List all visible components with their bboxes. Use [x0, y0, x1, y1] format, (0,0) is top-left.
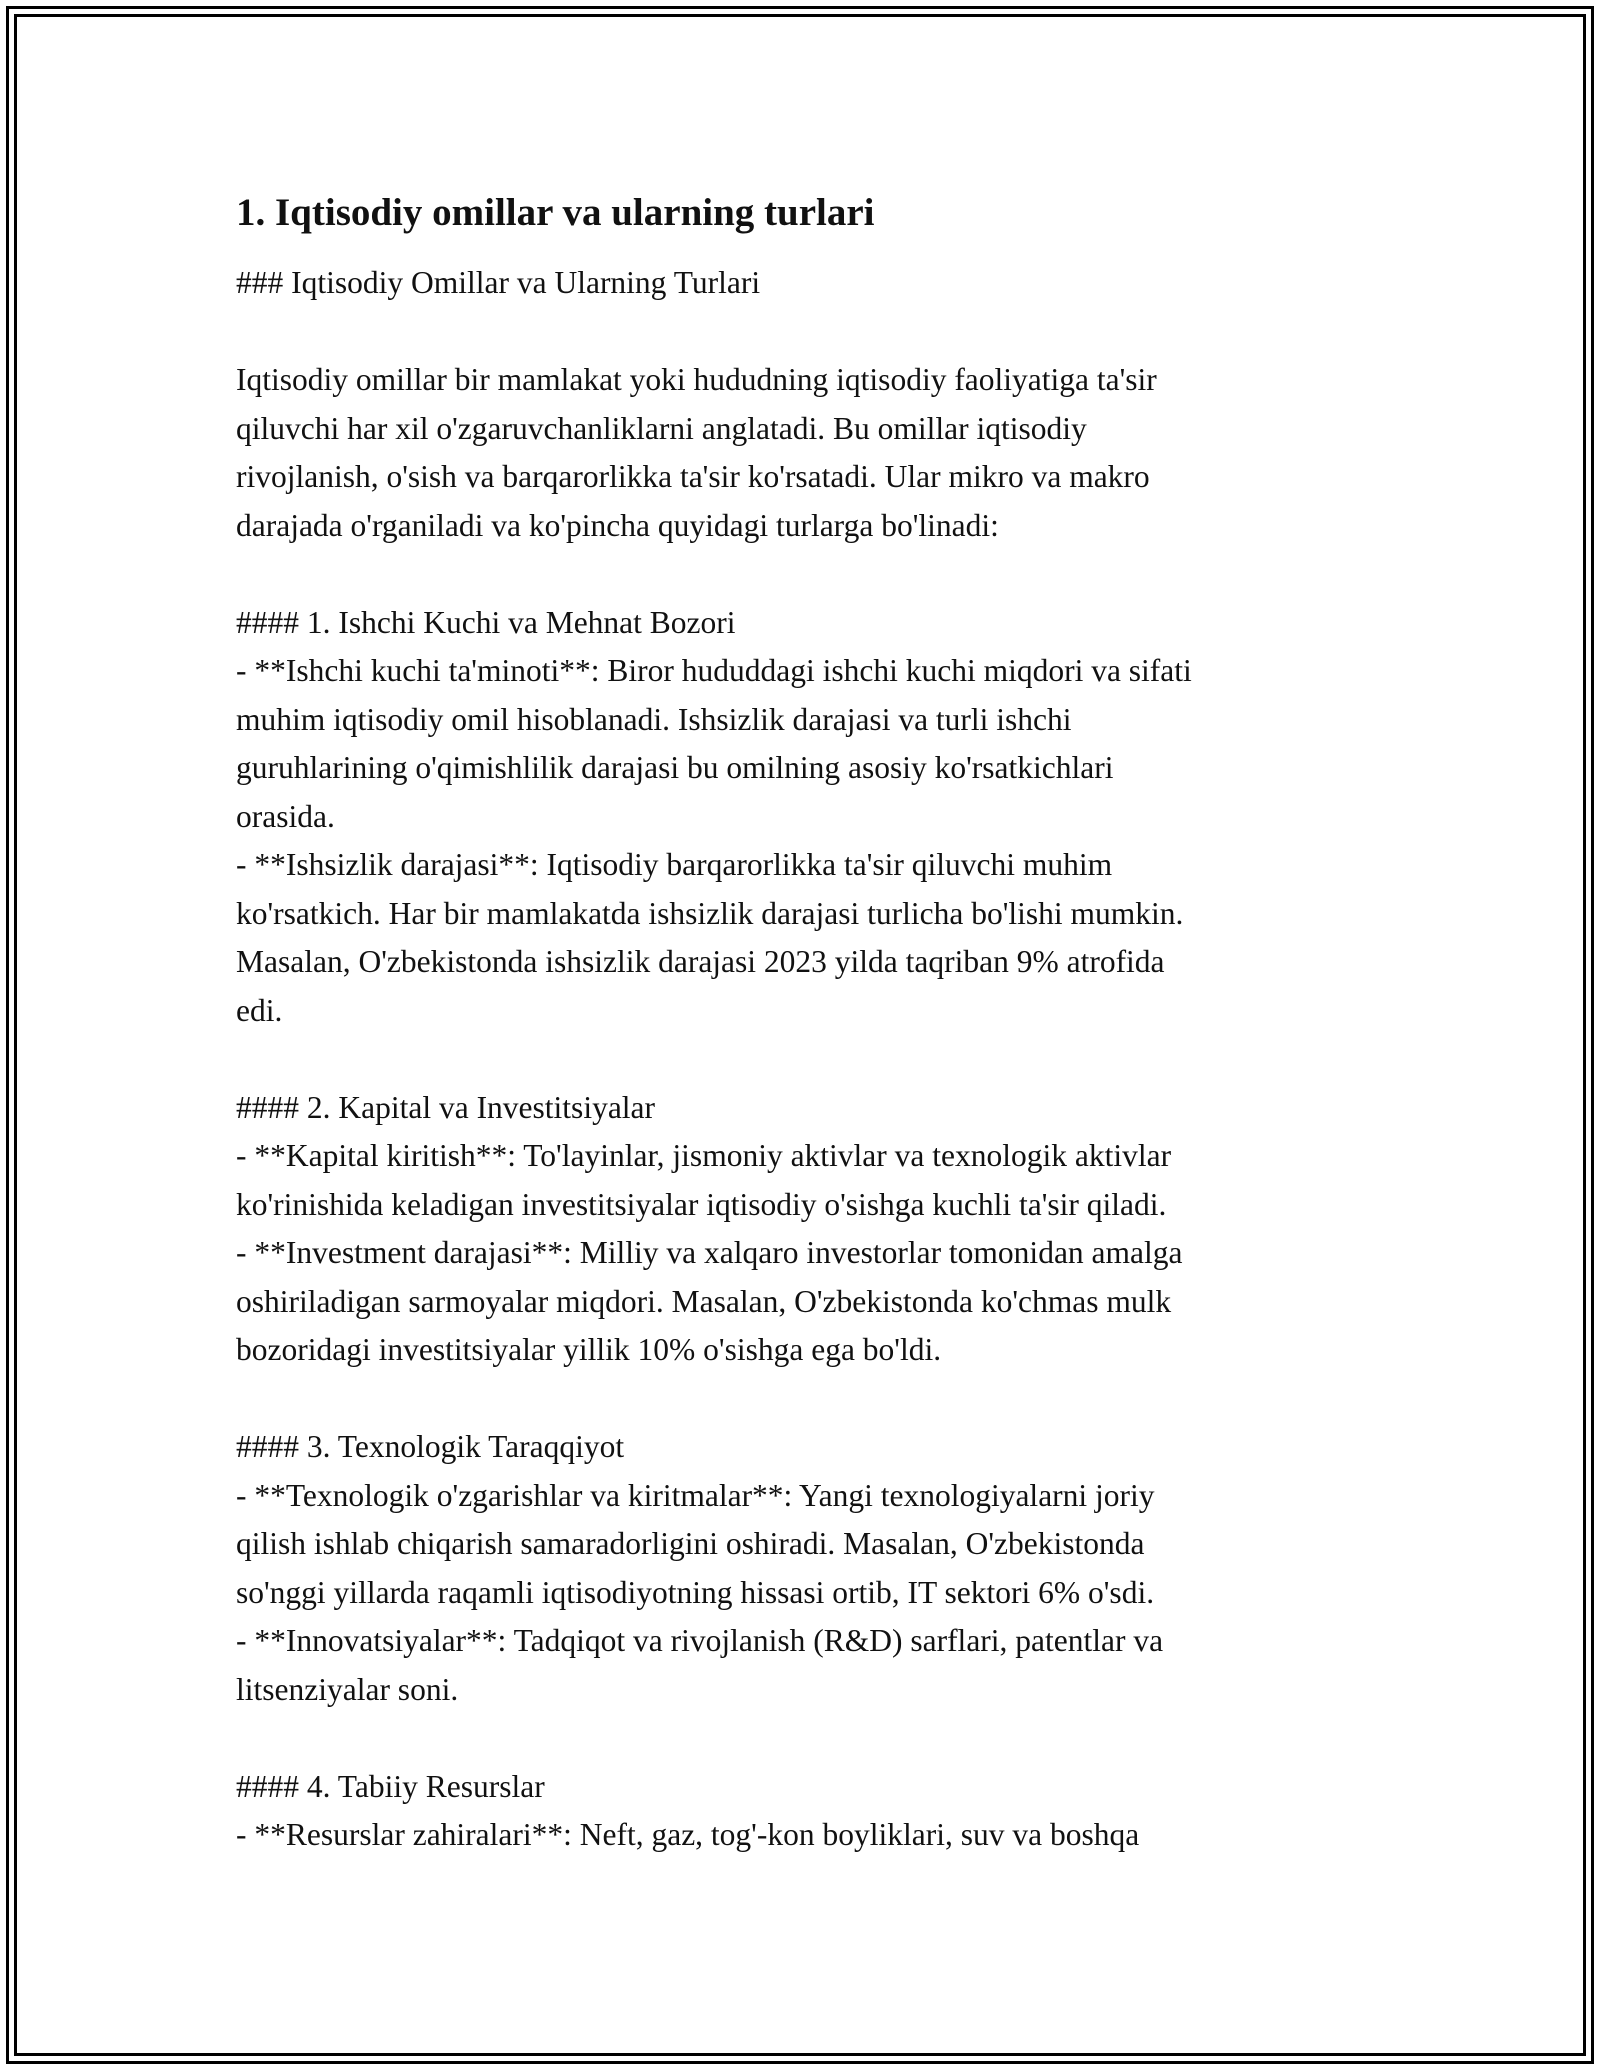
text-line: qilish ishlab chiqarish samaradorligini oshiradi. Masalan, O'zbekistonda	[236, 1526, 1145, 1561]
blank-line	[236, 1375, 1376, 1424]
blank-line	[236, 1714, 1376, 1763]
text-line: Masalan, O'zbekistonda ishsizlik darajasi 2023 yilda taqriban 9% atrofida	[236, 944, 1165, 979]
text-line: darajada o'rganiladi va ko'pincha quyidagi turlarga bo'linadi:	[236, 507, 999, 543]
document-text	[236, 259, 1376, 1860]
text-line: ko'rsatkich. Har bir mamlakatda ishsizlik darajasi turlicha bo'lishi mumkin.	[236, 895, 1184, 931]
text-line: #### 2. Kapital va Investitsiyalar	[236, 1089, 656, 1125]
text-line: Iqtisodiy omillar bir mamlakat yoki hududning iqtisodiy faoliyatiga ta'sir	[236, 362, 1157, 397]
document-body	[236, 185, 1376, 1860]
document-title: 1. Iqtisodiy omillar va ularning turlari	[236, 191, 875, 234]
blank-line	[236, 550, 1376, 599]
blank-line	[236, 308, 1376, 357]
text-line: orasida.	[236, 798, 335, 834]
text-line: bozoridagi investitsiyalar yillik 10% o'sishga ega bo'ldi.	[236, 1332, 942, 1367]
text-line: edi.	[236, 992, 283, 1028]
text-line: - **Ishchi kuchi ta'minoti**: Biror hududdagi ishchi kuchi miqdori va sifati	[236, 653, 1192, 688]
text-line: so'nggi yillarda raqamli iqtisodiyotning hissasi ortib, IT sektori 6% o'sdi.	[236, 1574, 1155, 1610]
text-line: - **Kapital kiritish**: To'layinlar, jismoniy aktivlar va texnologik aktivlar	[236, 1138, 1172, 1173]
blank-line	[236, 1035, 1376, 1084]
text-line: ko'rinishida keladigan investitsiyalar iqtisodiy o'sishga kuchli ta'sir qiladi.	[236, 1186, 1167, 1222]
text-line: litsenziyalar soni.	[236, 1671, 459, 1707]
text-line: - **Ishsizlik darajasi**: Iqtisodiy barqarorlikka ta'sir qiluvchi muhim	[236, 847, 1113, 882]
text-line: - **Innovatsiyalar**: Tadqiqot va rivojlanish (R&D) sarflari, patentlar va	[236, 1623, 1164, 1658]
text-line: #### 1. Ishchi Kuchi va Mehnat Bozori	[236, 604, 736, 640]
text-line: rivojlanish, o'sish va barqarorlikka ta'sir ko'rsatadi. Ular mikro va makro	[236, 459, 1150, 494]
text-line: ### Iqtisodiy Omillar va Ularning Turlari	[236, 265, 761, 300]
text-line: guruhlarining o'qimishlilik darajasi bu omilning asosiy ko'rsatkichlari	[236, 750, 1114, 785]
text-line: - **Texnologik o'zgarishlar va kiritmalar**: Yangi texnologiyalarni joriy	[236, 1477, 1155, 1513]
text-line: oshiriladigan sarmoyalar miqdori. Masalan, O'zbekistonda ko'chmas mulk	[236, 1283, 1172, 1319]
text-line: #### 4. Tabiiy Resurslar	[236, 1768, 545, 1804]
text-line: qiluvchi har xil o'zgaruvchanliklarni anglatadi. Bu omillar iqtisodiy	[236, 410, 1087, 446]
text-line: - **Resurslar zahiralari**: Neft, gaz, tog'-kon boyliklari, suv va boshqa	[236, 1817, 1140, 1852]
text-line: #### 3. Texnologik Taraqqiyot	[236, 1429, 625, 1464]
text-line: - **Investment darajasi**: Milliy va xalqaro investorlar tomonidan amalga	[236, 1235, 1183, 1270]
text-line: muhim iqtisodiy omil hisoblanadi. Ishsizlik darajasi va turli ishchi	[236, 701, 1072, 737]
